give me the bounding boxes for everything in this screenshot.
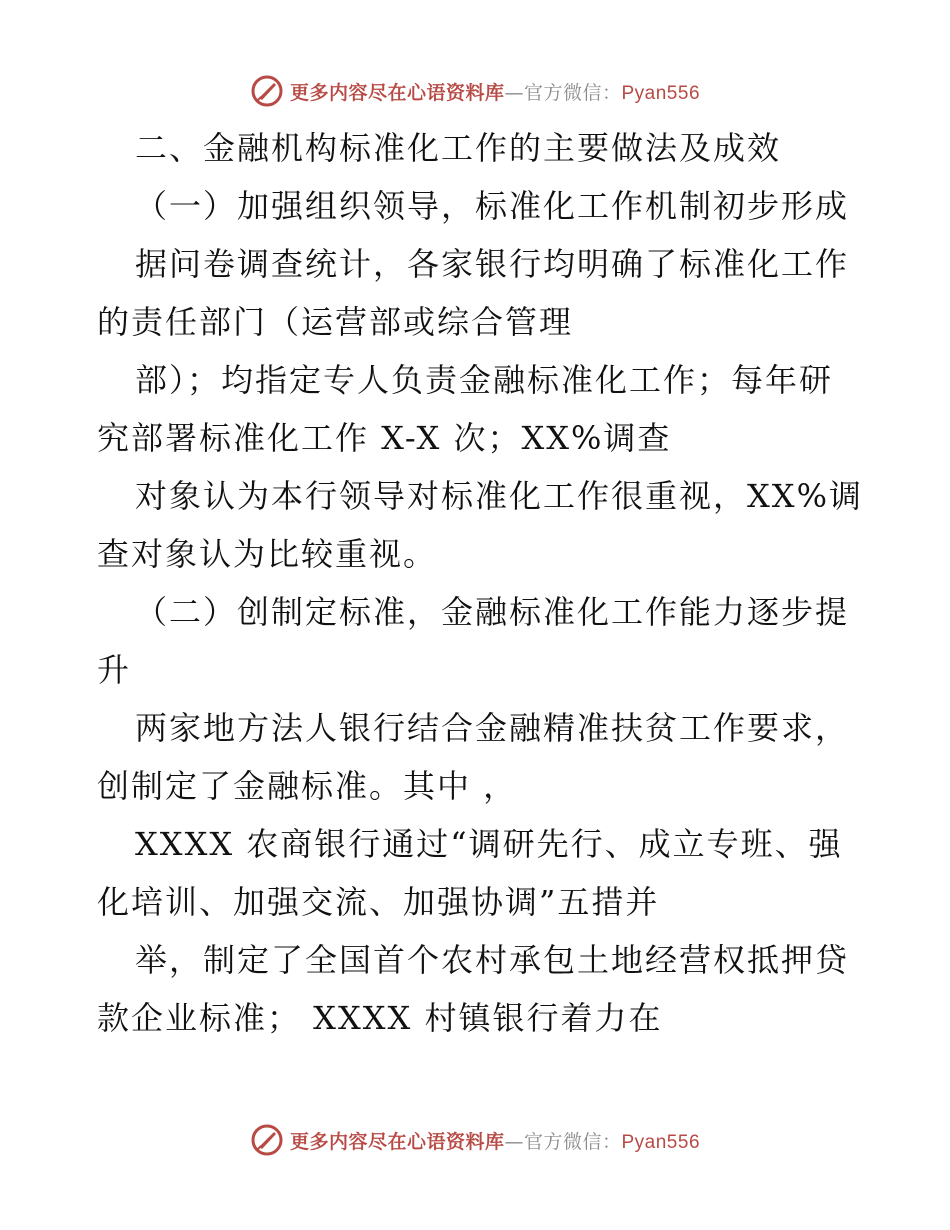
- quill-seal-icon: [250, 1123, 284, 1157]
- paragraph-line: 款企业标准； XXXX 村镇银行着力在: [97, 999, 663, 1037]
- paragraph-line: XXXX 农商银行通过“调研先行、成立专班、强: [135, 825, 843, 863]
- quill-seal-icon: [250, 74, 284, 108]
- paragraph-line: 对象认为本行领导对标准化工作很重视，XX%调: [135, 477, 863, 515]
- subsection-heading-2: （二）创制定标准，金融标准化工作能力逐步提: [135, 593, 850, 631]
- header-watermark: [0, 71, 950, 111]
- paragraph-line: 究部署标准化工作 X-X 次；XX%调查: [97, 419, 672, 457]
- footer-watermark: [0, 1120, 950, 1160]
- watermark-text: [290, 78, 700, 105]
- watermark-separator: —官方微信：: [504, 81, 622, 104]
- paragraph-line: 部）；均指定专人负责金融标准化工作；每年研: [135, 361, 834, 399]
- subsection-heading-2-cont: 升: [97, 651, 132, 689]
- watermark-text: [290, 1127, 700, 1154]
- watermark-brand: 更多内容尽在心语资料库: [289, 1130, 505, 1153]
- paragraph-line: 查对象认为比较重视。: [97, 535, 438, 573]
- paragraph-line: 两家地方法人银行结合金融精准扶贫工作要求，: [135, 709, 850, 747]
- subsection-heading-1: （一）加强组织领导，标准化工作机制初步形成: [135, 187, 850, 225]
- watermark-account: Pyan556: [621, 82, 701, 104]
- paragraph-line: 化培训、加强交流、加强协调”五措并: [97, 883, 660, 921]
- paragraph-line: 举，制定了全国首个农村承包土地经营权抵押贷: [135, 941, 850, 979]
- section-heading: 二、金融机构标准化工作的主要做法及成效: [135, 129, 782, 167]
- watermark-account: Pyan556: [621, 1131, 701, 1153]
- watermark-separator: —官方微信：: [504, 1130, 622, 1153]
- watermark-brand: 更多内容尽在心语资料库: [289, 81, 505, 104]
- paragraph-line: 创制定了金融标准。其中 ，: [97, 767, 518, 805]
- paragraph-line: 的责任部门（运营部或综合管理: [97, 303, 574, 341]
- paragraph-line: 据问卷调查统计，各家银行均明确了标准化工作: [135, 245, 850, 283]
